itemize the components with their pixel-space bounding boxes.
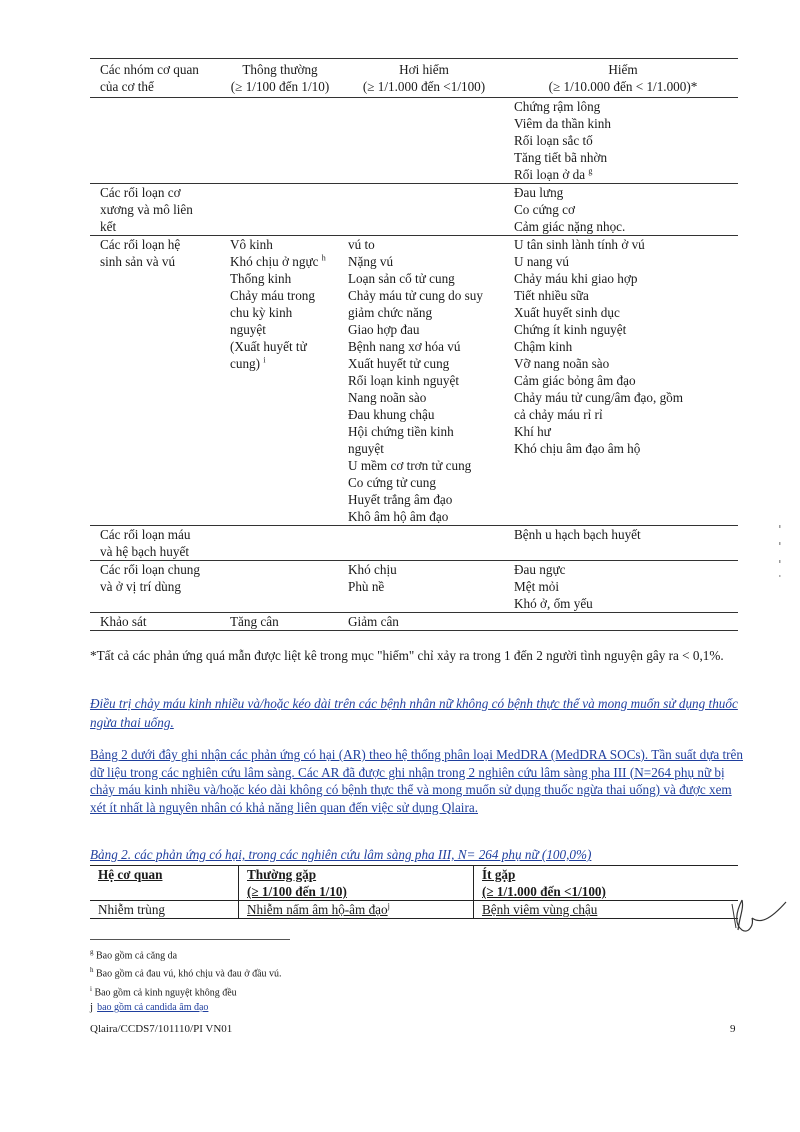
table2-title: Bảng 2. các phản ứng có hại, trong các nghiên cứu lâm sàng pha III, N= 264 phụ nữ (100,0%) [90,847,592,862]
organ-cell: Các rối loạn máu và hệ bạch huyết [90,526,220,561]
header-organ: Các nhóm cơ quan của cơ thể [90,59,220,98]
table-row [90,236,738,526]
table-header-row [90,59,738,98]
table-row [90,526,738,561]
common-cell: Vô kinh Khó chịu ở ngực $^h$ Thống kinh Chảy máu trong chu kỳ kinh nguyệt (Xuất huyết tử cung) $^i$ [220,236,340,526]
organ-cell: Các rối loạn hệ sinh sản và vú [90,236,220,526]
table2-header-common: Thường gặp (≥ 1/100 đến 1/10) [239,866,474,901]
hypersensitivity-note: *Tất cả các phản ứng quá mẫn được liệt kê trong mục "hiếm" chỉ xảy ra trong 1 đến 2 người tình nguyện gây ra < 0,1%. [90,648,724,663]
adverse-reactions-table [90,58,738,631]
table-row [90,561,738,613]
organ-cell [90,98,220,184]
uncommon-cell: Giảm cân [340,613,508,631]
rare-cell: Đau lưng Co cứng cơ Cảm giác nặng nhọc. [508,184,738,236]
footnote-j: j bao gồm cả candida âm đạo [90,1000,209,1013]
page-number: 9 [730,1023,736,1035]
organ-cell: Các rối loạn chung và ở vị trí dùng [90,561,220,613]
footnotes [90,945,690,1015]
organ-cell: Khảo sát [90,613,220,631]
uncommon-cell [340,526,508,561]
uncommon-cell: Khó chịu Phù nề [340,561,508,613]
organ-cell: Các rối loạn cơ xương và mô liên kết [90,184,220,236]
section-heading: Điều trị chảy máu kinh nhiều và/hoặc kéo dài trên các bệnh nhân nữ không có bệnh thực thể và mong muốn sử dụng thuốc ngừa thai uống. [90,696,738,730]
section-paragraph: Bảng 2 dưới đây ghi nhận các phản ứng có hại (AR) theo hệ thống phân loại MedDRA (MedDRA SOCs). Tần suất dựa trên dữ liệu trong các nghiên cứu lâm sàng. Các AR đã được ghi nhận trong 2 nghiên cứu lâm sàng pha III (N=264 phụ nữ bị chảy máu kinh nhiều và/hoặc kéo dài không có bệnh thực thể và mong muốn sử dụng thuốc ngừa thai uống) và được xem xét ít nhất là nguyên nhân có khả năng liên quan đến việc sử dụng Qlaira. [90,747,743,815]
table2-uncommon: Bệnh viêm vùng chậu [474,901,739,919]
footnote-divider [90,939,290,940]
rare-cell: Chứng rậm lông Viêm da thần kinh Rối loạn sắc tố Tăng tiết bã nhờn Rối loạn ở da $^g$ [508,98,738,184]
uncommon-cell [340,98,508,184]
rare-cell: Đau ngực Mệt mỏi Khó ở, ốm yếu [508,561,738,613]
footnote-h: $^h$ Bao gồm cả đau vú, khó chịu và đau ở đầu vú. [90,966,282,980]
common-cell [220,184,340,236]
uncommon-cell [340,184,508,236]
header-common: Thông thường (≥ 1/100 đến 1/10) [220,59,340,98]
handwritten-signature [730,890,790,940]
common-cell [220,98,340,184]
table2-row [90,901,738,919]
table2-header-organ: Hệ cơ quan [90,866,239,901]
common-cell: Tăng cân [220,613,340,631]
table-row [90,613,738,631]
table2-header-row [90,866,738,901]
table2-header-uncommon: Ít gặp (≥ 1/1.000 đến <1/100) [474,866,739,901]
table-row [90,184,738,236]
header-rare: Hiếm (≥ 1/10.000 đến < 1/1.000)* [508,59,738,98]
scan-marks [770,520,790,610]
header-uncommon: Hơi hiếm (≥ 1/1.000 đến <1/100) [340,59,508,98]
common-cell [220,561,340,613]
uncommon-cell: vú to Nặng vú Loạn sản cổ tử cung Chảy máu tử cung do suy giảm chức năng Giao hợp đau Bệnh nang xơ hóa vú Xuất huyết tử cung Rối loạn kinh nguyệt Nang noãn sào Đau khung chậu Hội chứng tiền kinh nguyệt U mềm cơ trơn tử cung Co cứng tử cung Huyết trắng âm đạo Khô âm hộ âm đạo [340,236,508,526]
rare-cell [508,613,738,631]
footnote-i: $^i$ Bao gồm cả kinh nguyệt không đều [90,984,237,998]
table-row [90,98,738,184]
table2 [90,865,738,919]
document-id: Qlaira/CCDS7/101110/PI VN01 [90,1023,233,1035]
table2-organ: Nhiễm trùng [90,901,239,919]
rare-cell: Bệnh u hạch bạch huyết [508,526,738,561]
table2-common: Nhiễm nấm âm hộ-âm đạo$^j$ [239,901,474,919]
rare-cell: U tân sinh lành tính ở vú U nang vú Chảy máu khi giao hợp Tiết nhiều sữa Xuất huyết sinh dục Chứng ít kinh nguyệt Chậm kinh Vỡ nang noãn sào Cảm giác bỏng âm đạo Chảy máu tử cung/âm đạo, gồm cả chảy máu rỉ rỉ Khí hư Khó chịu âm đạo âm hộ [508,236,738,526]
common-cell [220,526,340,561]
footnote-g: $^g$ Bao gồm cả căng da [90,948,178,962]
